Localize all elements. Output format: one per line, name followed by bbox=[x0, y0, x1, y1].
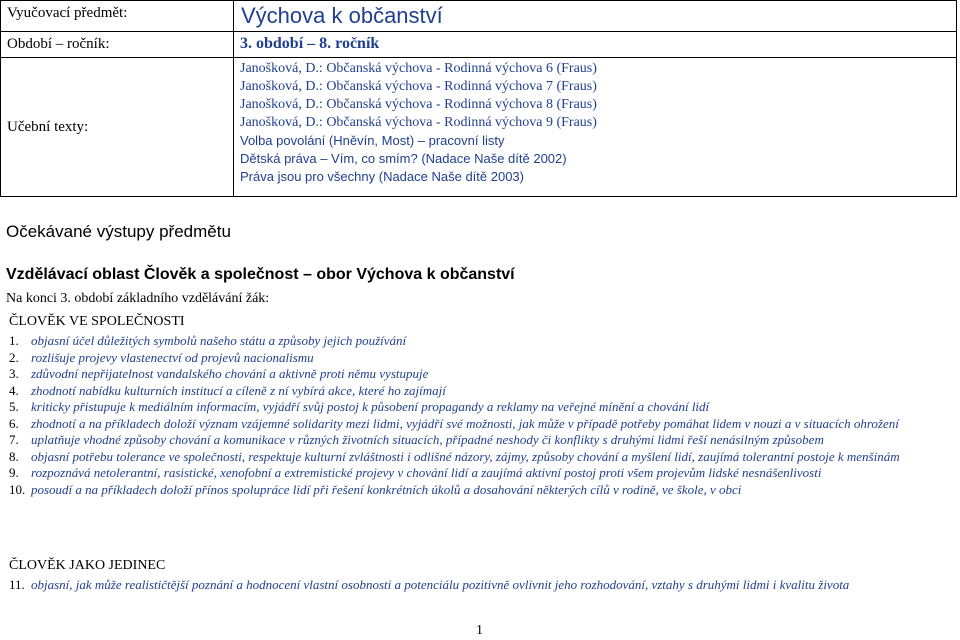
end-line: Na konci 3. období základního vzdělávání žák: bbox=[6, 291, 270, 306]
item-text: kriticky přistupuje k mediálním informacím, vyjádří svůj postoj k působení propagandy a reklamy na veřejné mínění a chování lidí bbox=[31, 399, 710, 414]
item-number: 8. bbox=[9, 448, 19, 464]
section-heading-society: ČLOVĚK VE SPOLEČNOSTI bbox=[9, 314, 185, 329]
subject-label: Vyučovací předmět: bbox=[1, 1, 234, 32]
outputs-heading: Očekávané výstupy předmětu bbox=[6, 222, 231, 241]
list-item bbox=[9, 399, 948, 416]
item-number: 1. bbox=[9, 333, 19, 348]
area-heading: Vzdělávací oblast Člověk a společnost – obor Výchova k občanství bbox=[6, 266, 515, 283]
item-number: 10. bbox=[9, 481, 26, 497]
item-text: rozlišuje projevy vlastenectví od projevů nacionalismu bbox=[31, 349, 314, 365]
header-table bbox=[0, 0, 957, 197]
item-number: 7. bbox=[9, 432, 19, 447]
item-number: 11. bbox=[9, 577, 25, 592]
item-number: 9. bbox=[9, 465, 19, 480]
list-item bbox=[9, 416, 948, 433]
outputs-list-individual bbox=[9, 577, 948, 594]
list-item bbox=[9, 366, 948, 383]
outputs-list-society bbox=[9, 333, 948, 498]
list-item bbox=[9, 432, 948, 449]
text-item: Janošková, D.: Občanská výchova - Rodinná výchova 7 (Fraus) bbox=[240, 79, 597, 94]
text-item: Práva jsou pro všechny (Nadace Naše dítě 2003) bbox=[240, 169, 524, 184]
text-item: Janošková, D.: Občanská výchova - Rodinná výchova 9 (Fraus) bbox=[240, 115, 597, 130]
list-item bbox=[9, 577, 948, 594]
text-item: Volba povolání (Hněvín, Most) – pracovní listy bbox=[240, 133, 505, 148]
page-number: 1 bbox=[476, 623, 483, 638]
section-heading-individual: ČLOVĚK JAKO JEDINEC bbox=[9, 558, 166, 573]
item-text: zhodnotí nabídku kulturních institucí a cíleně z ní vybírá akce, které ho zajímají bbox=[31, 382, 446, 398]
item-text: objasní účel důležitých symbolů našeho státu a způsoby jejich používání bbox=[31, 333, 407, 348]
text-item: Janošková, D.: Občanská výchova - Rodinná výchova 8 (Fraus) bbox=[240, 97, 597, 112]
texts-label: Učební texty: bbox=[1, 58, 234, 197]
item-text: objasní potřebu tolerance ve společnosti, respektuje kulturní zvláštnosti i odlišné názory, zájmy, způsoby chování a myšlení lidí, zaujímá tolerantní postoje k menšinám bbox=[31, 448, 900, 464]
list-item bbox=[9, 482, 948, 499]
subject-value: Výchova k občanství bbox=[234, 1, 957, 32]
list-item bbox=[9, 449, 948, 466]
item-number: 2. bbox=[9, 349, 19, 365]
item-text: rozpoznává netolerantní, rasistické, xenofobní a extremistické projevy v chování lidí a zaujímá aktivní postoj proti všem projevům lidské nesnášenlivosti bbox=[31, 465, 822, 480]
period-value: 3. období – 8. ročník bbox=[234, 32, 957, 58]
item-number: 4. bbox=[9, 382, 19, 398]
item-text: objasní, jak může realističtější poznání a hodnocení vlastní osobnosti a potenciálu pozitivně ovlivnit jeho rozhodování, vztahy s druhými lidmi i kvalitu života bbox=[31, 577, 850, 592]
item-text: zdůvodní nepřijatelnost vandalského chování a aktivně proti němu vystupuje bbox=[31, 366, 429, 381]
text-item: Dětská práva – Vím, co smím? (Nadace Naše dítě 2002) bbox=[240, 151, 567, 166]
item-number: 5. bbox=[9, 399, 19, 414]
list-item bbox=[9, 350, 948, 367]
list-item bbox=[9, 333, 948, 350]
texts-list bbox=[234, 58, 957, 197]
item-text: uplatňuje vhodné způsoby chování a komunikace v různých životních situacích, případné neshody či konflikty s druhými lidmi řeší nenásilným způsobem bbox=[31, 432, 824, 447]
item-number: 3. bbox=[9, 366, 19, 381]
item-text: zhodnotí a na příkladech doloží význam vzájemné solidarity mezi lidmi, vyjádří své možnosti, jak může v případě potřeby pomáhat lidem v nouzi a v situacích ohrožení bbox=[31, 415, 899, 431]
item-number: 6. bbox=[9, 415, 19, 431]
list-item bbox=[9, 383, 948, 400]
text-item: Janošková, D.: Občanská výchova - Rodinná výchova 6 (Fraus) bbox=[240, 61, 597, 76]
item-text: posoudí a na příkladech doloží přínos spolupráce lidí při řešení konkrétních úkolů a dosahování některých cílů v rodině, ve škole, v obci bbox=[31, 481, 742, 497]
period-label: Období – ročník: bbox=[1, 32, 234, 58]
list-item bbox=[9, 465, 948, 482]
